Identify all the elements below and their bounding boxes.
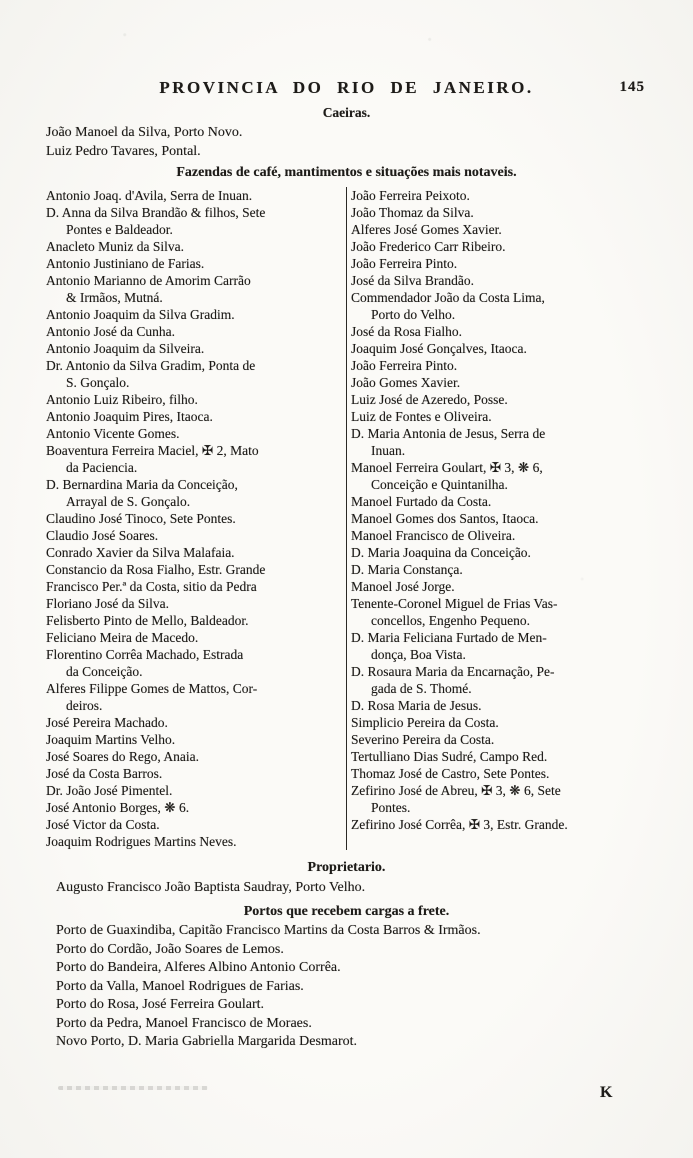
fazenda-entry-line: Pontes e Baldeador. (66, 222, 173, 237)
page-title: PROVINCIA DO RIO DE JANEIRO. (159, 78, 534, 97)
porto-entry-line: Novo Porto, D. Maria Gabriella Margarida Desmarot. (56, 1034, 358, 1049)
fazenda-entry-line: Felisberto Pinto de Mello, Baldeador. (46, 613, 249, 628)
fazenda-entry-line: Manoel Gomes dos Santos, Itaoca. (351, 511, 539, 526)
porto-entry-line: Porto da Pedra, Manoel Francisco de Moraes. (56, 1015, 312, 1031)
fazenda-entry-line: concellos, Engenho Pequeno. (371, 613, 530, 628)
fazenda-entry-line: Thomaz José de Castro, Sete Pontes. (351, 766, 550, 781)
caeiras-entry-list (46, 123, 653, 161)
fazenda-entry-line: Tenente-Coronel Miguel de Frias Vas- (351, 596, 558, 611)
fazenda-entry-line: José da Rosa Fialho. (351, 324, 462, 339)
fazenda-entry-line: Francisco Per.ª da Costa, sitio da Pedra (46, 579, 257, 594)
fazenda-entry-line: José da Silva Brandão. (351, 273, 474, 288)
fazenda-entry-line: João Gomes Xavier. (351, 375, 461, 390)
fazenda-entry-line: Antonio José da Cunha. (46, 324, 175, 339)
porto-entry-line: Porto de Guaxindiba, Capitão Francisco Martins da Costa Barros & Irmãos. (56, 923, 481, 938)
scan-artifact-smudge (58, 1086, 208, 1090)
fazenda-entry-line: Antonio Joaquim Pires, Itaoca. (46, 409, 213, 424)
fazenda-entry-line: Conceição e Quintanilha. (371, 477, 508, 492)
fazenda-entry-line: D. Maria Feliciana Furtado de Men- (351, 630, 547, 645)
fazenda-entry-line: Severino Pereira da Costa. (351, 732, 495, 747)
fazenda-entry-line: João Ferreira Peixoto. (351, 188, 470, 203)
caeiras-entry-line: Luiz Pedro Tavares, Pontal. (46, 144, 201, 159)
fazenda-entry-line: Floriano José da Silva. (46, 596, 169, 611)
fazenda-entry-line: Antonio Vicente Gomes. (46, 426, 180, 441)
fazenda-entry-line: João Thomaz da Silva. (351, 205, 474, 220)
fazenda-entry-line: Anacleto Muniz da Silva. (46, 239, 184, 254)
fazenda-entry-line: gada de S. Thomé. (371, 681, 472, 696)
fazenda-entry-line: Luiz de Fontes e Oliveira. (351, 409, 492, 424)
portos-entry-list (46, 922, 653, 1052)
running-head (40, 78, 653, 100)
fazenda-entry-line: D. Maria Antonia de Jesus, Serra de (351, 426, 546, 441)
fazenda-entry-line: Manoel José Jorge. (351, 579, 455, 594)
fazenda-entry-line: José da Costa Barros. (46, 766, 163, 781)
fazenda-entry-line: Feliciano Meira de Macedo. (46, 630, 199, 645)
fazenda-entry-line: donça, Boa Vista. (371, 647, 466, 662)
fazenda-entry-line: deiros. (66, 698, 103, 713)
section-heading-portos: Portos que recebem cargas a frete. (243, 904, 450, 919)
porto-entry-line: Porto do Cordão, João Soares de Lemos. (56, 941, 284, 957)
fazenda-entry-line: da Conceição. (66, 664, 143, 679)
fazenda-entry-line: Dr. João José Pimentel. (46, 783, 173, 798)
fazenda-entry-line: D. Rosaura Maria da Encarnação, Pe- (351, 664, 555, 679)
fazenda-entry-line: Simplicio Pereira da Costa. (351, 715, 499, 730)
fazenda-entry-line: D. Maria Constança. (351, 562, 463, 577)
fazenda-entry-line: D. Bernardina Maria da Conceição, (46, 477, 238, 492)
fazenda-entry-line: João Ferreira Pinto. (351, 358, 458, 373)
fazenda-entry-line: Claudino José Tinoco, Sete Pontes. (46, 511, 236, 526)
fazenda-entry-line: Claudio José Soares. (46, 528, 159, 543)
porto-entry-line: Porto do Rosa, José Ferreira Goulart. (56, 997, 265, 1012)
fazenda-entry-line: Antonio Justiniano de Farias. (46, 256, 205, 271)
fazenda-entry-line: Tertulliano Dias Sudré, Campo Red. (351, 749, 548, 764)
fazenda-entry-line: D. Maria Joaquina da Conceição. (351, 545, 531, 560)
fazenda-entry-line: Florentino Corrêa Machado, Estrada (46, 647, 244, 662)
fazenda-entry-line: José Soares do Rego, Anaia. (46, 749, 199, 764)
fazenda-entry-line: Joaquim José Gonçalves, Itaoca. (351, 341, 527, 356)
fazenda-entry-line: Dr. Antonio da Silva Gradim, Ponta de (46, 358, 256, 373)
fazenda-entry-line: João Frederico Carr Ribeiro. (351, 239, 506, 254)
fazenda-entry-line: Antonio Luiz Ribeiro, filho. (46, 392, 198, 407)
fazenda-entry-line: Manoel Ferreira Goulart, ✠ 3, ❋ 6, (351, 460, 543, 475)
page-number: 145 (619, 79, 645, 95)
fazenda-entry-line: Zefirino José de Abreu, ✠ 3, ❋ 6, Sete (351, 783, 561, 798)
fazenda-entry-line: Zefirino José Corrêa, ✠ 3, Estr. Grande. (351, 817, 568, 832)
fazenda-entry-line: Boaventura Ferreira Maciel, ✠ 2, Mato (46, 443, 259, 458)
fazenda-entry-line: Porto do Velho. (371, 307, 456, 322)
fazenda-entry-line: Antonio Joaquim da Silva Gradim. (46, 307, 235, 322)
proprietario-entry-list (46, 878, 653, 897)
fazenda-entry-line: Manoel Furtado da Costa. (351, 494, 492, 509)
fazenda-entry-line: José Antonio Borges, ❋ 6. (46, 800, 190, 815)
fazenda-entry-line: Inuan. (371, 443, 406, 458)
fazenda-entry-line: D. Rosa Maria de Jesus. (351, 698, 482, 713)
section-heading-caeiras: Caeiras. (322, 105, 371, 120)
fazenda-entry-line: Constancio da Rosa Fialho, Estr. Grande (46, 562, 266, 577)
porto-entry-line: Porto do Bandeira, Alferes Albino Antonio Corrêa. (56, 960, 341, 975)
fazenda-entry-line: Arrayal de S. Gonçalo. (66, 494, 191, 509)
fazenda-entry-line: Manoel Francisco de Oliveira. (351, 528, 516, 543)
porto-entry-line: Porto da Valla, Manoel Rodrigues de Farias. (56, 978, 304, 994)
caeiras-entry-line: João Manoel da Silva, Porto Novo. (46, 125, 243, 140)
fazenda-entry-line: S. Gonçalo. (66, 375, 130, 390)
fazenda-entry-line: Antonio Joaquim da Silveira. (46, 341, 205, 356)
fazenda-entry-line: Antonio Marianno de Amorim Carrão (46, 273, 251, 288)
proprietario-entry-line: Augusto Francisco João Baptista Saudray, Porto Velho. (56, 880, 366, 895)
fazendas-two-column-list (46, 187, 653, 850)
fazenda-entry-line: Conrado Xavier da Silva Malafaia. (46, 545, 235, 560)
fazendas-right-column (346, 187, 653, 850)
fazenda-entry-line: Pontes. (371, 800, 411, 815)
fazenda-entry-line: Luiz José de Azeredo, Posse. (351, 392, 508, 407)
fazenda-entry-line: João Ferreira Pinto. (351, 256, 458, 271)
section-heading-proprietario: Proprietario. (307, 860, 386, 875)
fazenda-entry-line: Joaquim Rodrigues Martins Neves. (46, 834, 237, 849)
fazenda-entry-line: Joaquim Martins Velho. (46, 732, 176, 747)
fazenda-entry-line: José Victor da Costa. (46, 817, 160, 832)
section-heading-fazendas: Fazendas de café, mantimentos e situações mais notaveis. (176, 165, 517, 180)
fazenda-entry-line: Antonio Joaq. d'Avila, Serra de Inuan. (46, 188, 253, 203)
fazenda-entry-line: da Paciencia. (66, 460, 138, 475)
fazendas-left-column (46, 187, 346, 850)
fazenda-entry-line: Alferes Filippe Gomes de Mattos, Cor- (46, 681, 258, 696)
fazenda-entry-line: Commendador João da Costa Lima, (351, 290, 545, 305)
fazenda-entry-line: & Irmãos, Mutná. (66, 290, 163, 305)
fazenda-entry-line: José Pereira Machado. (46, 715, 168, 730)
fazenda-entry-line: D. Anna da Silva Brandão & filhos, Sete (46, 205, 266, 220)
fazenda-entry-line: Alferes José Gomes Xavier. (351, 222, 502, 237)
printer-signature-mark: K (600, 1084, 614, 1101)
